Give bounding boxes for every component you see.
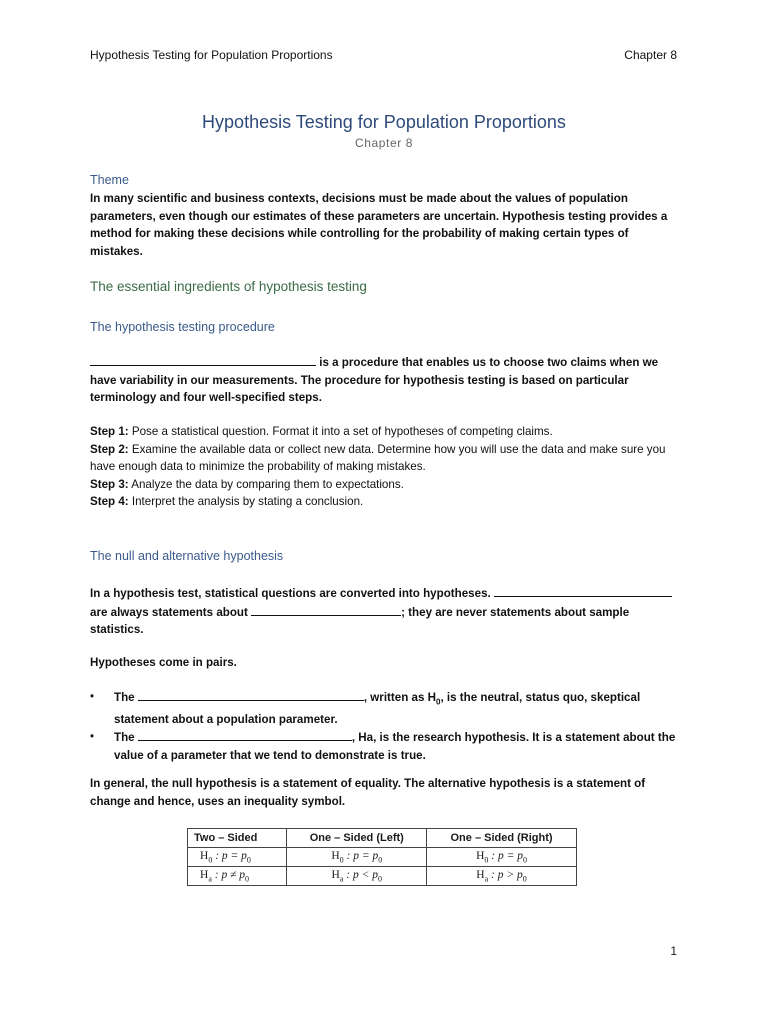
running-header-title: Hypothesis Testing for Population Proportions xyxy=(90,48,333,62)
table-row xyxy=(188,867,577,886)
alternative-hypothesis-bullet: • The , Ha, is the research hypothesis. It is a statement about the value of a parameter that we tend to demonstrate is true. xyxy=(90,730,676,762)
bullet-icon: • xyxy=(90,730,95,744)
fill-in-blank[interactable] xyxy=(494,584,672,597)
step-1: Step 1: Pose a statistical question. Format it into a set of hypotheses of competing claims. xyxy=(90,425,553,438)
step-4: Step 4: Interpret the analysis by stating a conclusion. xyxy=(90,495,364,508)
table-cell: $H_0$ : $p = p_0$ xyxy=(287,848,427,867)
procedure-intro: is a procedure that enables us to choose two claims when we have variability in our measurements. The procedure for hypothesis testing is based on particular terminology and four well-specified steps. xyxy=(90,353,680,407)
table-cell: $H_0$ : $p = p_0$ xyxy=(188,848,287,867)
page-title: Hypothesis Testing for Population Proportions xyxy=(202,112,566,132)
fill-in-blank[interactable] xyxy=(251,603,401,616)
table-row xyxy=(188,848,577,867)
table-cell: $H_0$ : $p = p_0$ xyxy=(427,848,577,867)
table-cell: $H_a$ : $p > p_0$ xyxy=(427,867,577,886)
hypothesis-table xyxy=(187,828,577,886)
running-header-chapter: Chapter 8 xyxy=(624,48,677,62)
page-number: 1 xyxy=(670,944,677,958)
table-header: Two – Sided xyxy=(188,829,287,848)
table-cell: $H_a$ : $p \ne p_0$ xyxy=(188,867,287,886)
theme-heading: Theme xyxy=(90,173,129,187)
null-alt-heading: The null and alternative hypothesis xyxy=(90,549,284,563)
table-header: One – Sided (Right) xyxy=(427,829,577,848)
step-3: Step 3: Analyze the data by comparing them to expectations. xyxy=(90,477,404,491)
hypothesis-bullets xyxy=(90,688,680,764)
bullet-icon: • xyxy=(90,690,95,703)
fill-in-blank[interactable] xyxy=(138,728,352,741)
fill-in-blank[interactable] xyxy=(138,688,364,701)
hypotheses-pairs-line: Hypotheses come in pairs. xyxy=(90,656,237,669)
null-hypothesis-bullet: • The , written as $H_0$, is the neutral, status quo, skeptical statement about a population parameter. xyxy=(90,690,641,726)
step-2: Step 2: Examine the available data or collect new data. Determine how you will use the data and make sure you have enough data to minimize the probability of making mistakes. xyxy=(90,442,666,473)
table-cell: $H_a$ : $p < p_0$ xyxy=(287,867,427,886)
ingredients-heading: The essential ingredients of hypothesis testing xyxy=(90,279,367,294)
page-subtitle: Chapter 8 xyxy=(354,136,414,150)
null-alt-paragraph-1: In a hypothesis test, statistical questions are converted into hypotheses. are always statements about ; they are never statements about sample statistics. xyxy=(90,584,680,639)
theme-paragraph: In many scientific and business contexts, decisions must be made about the values of population parameters, even though our estimates of these parameters are uncertain. Hypothesis testing provides a method for making these decisions while controlling for the probability of making certain types of mistakes. xyxy=(90,192,668,258)
null-alt-paragraph-3: In general, the null hypothesis is a statement of equality. The alternative hypothesis is a statement of change and hence, uses an inequality symbol. xyxy=(90,777,646,808)
table-header: One – Sided (Left) xyxy=(287,829,427,848)
procedure-heading: The hypothesis testing procedure xyxy=(90,320,275,334)
fill-in-blank[interactable] xyxy=(90,353,316,366)
procedure-steps xyxy=(90,423,680,511)
